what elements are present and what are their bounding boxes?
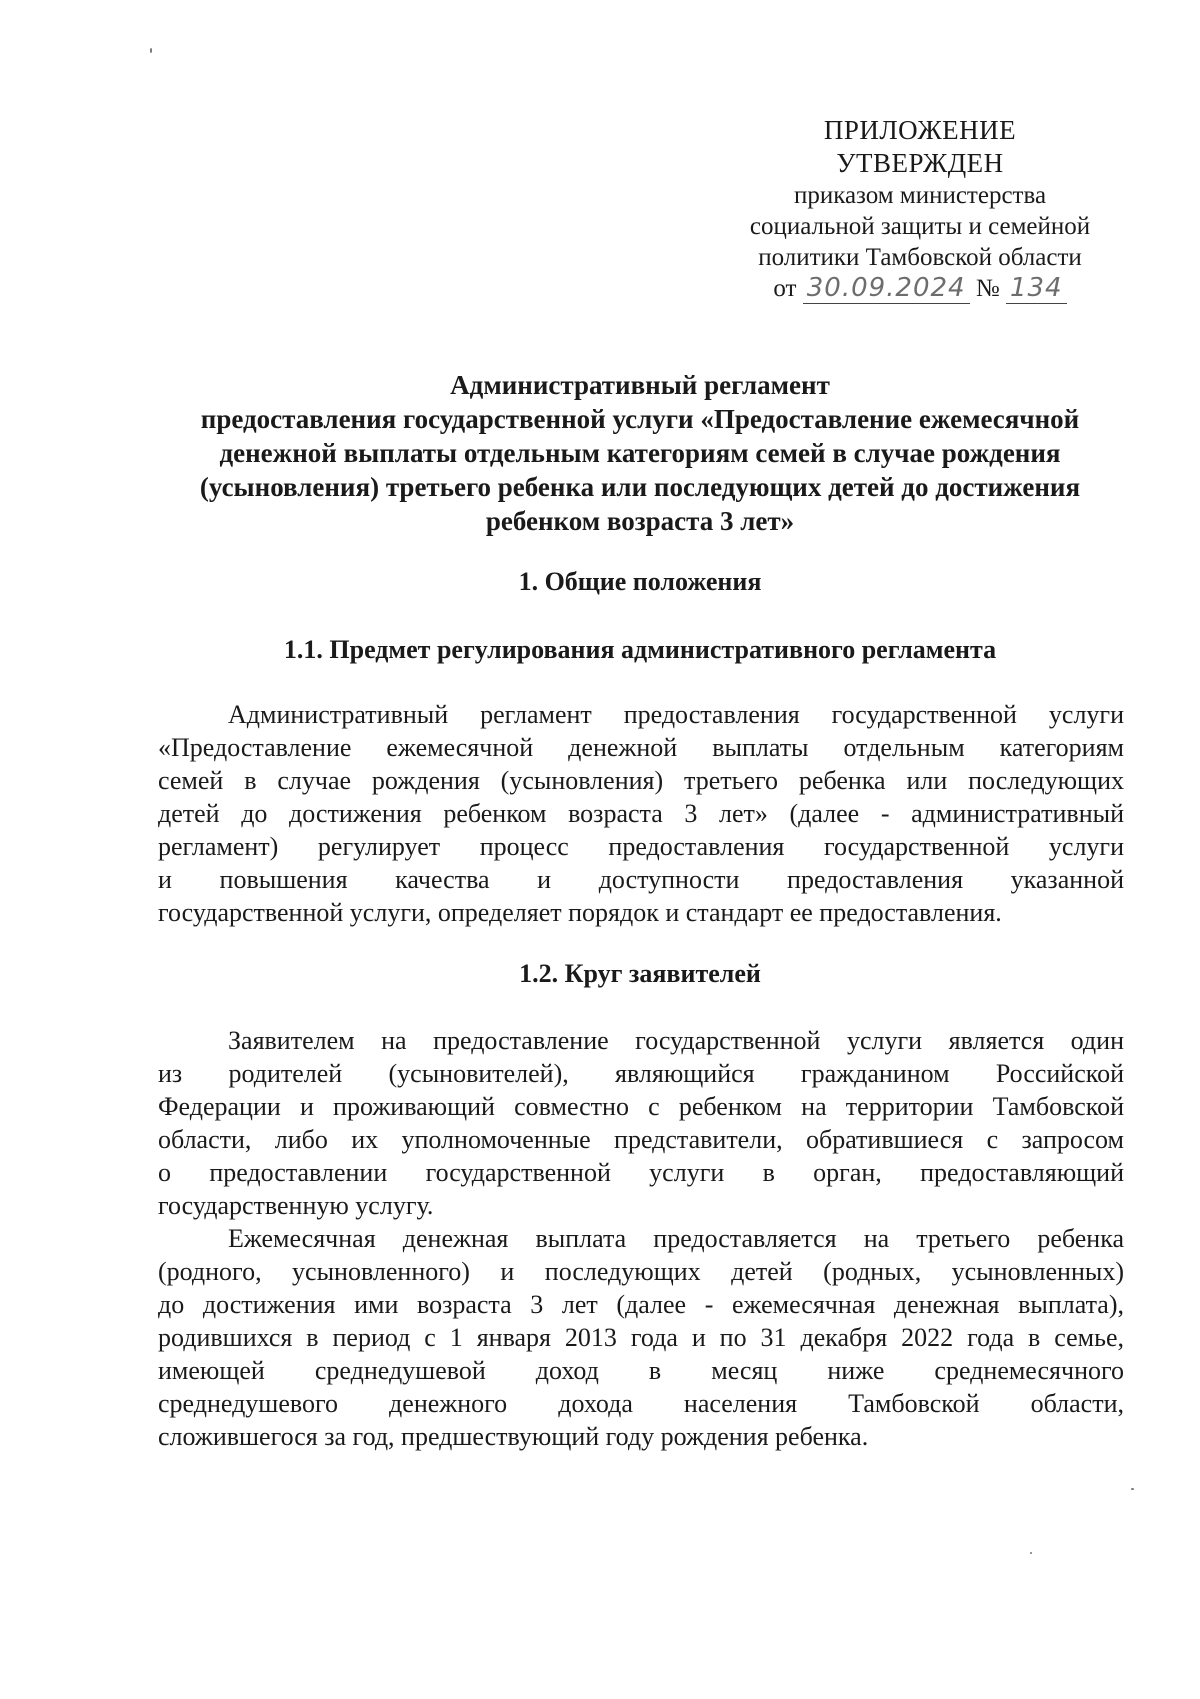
paragraph-line: государственной услуги, определяет порядок и стандарт ее предоставления. — [158, 898, 1002, 927]
handwritten-number: 134 — [1006, 273, 1067, 304]
section-heading-applicants: 1.2. Круг заявителей — [519, 959, 761, 988]
title-line-3: денежной выплаты отдельным категориям семей в случае рождения — [219, 438, 1061, 468]
section-heading-general: 1. Общие положения — [518, 567, 762, 596]
title-line-5: ребенком возраста 3 лет» — [485, 506, 795, 536]
paragraph-line: сложившегося за год, предшествующий году рождения ребенка. — [158, 1422, 869, 1451]
title-line-2: предоставления государственной услуги «Предоставление ежемесячной — [200, 404, 1080, 434]
paragraph-applicants — [158, 1024, 1124, 1222]
paragraph-line: Административный регламент предоставления государственной услуги — [228, 700, 1124, 729]
section-heading-subject: 1.1. Предмет регулирования административного регламента — [283, 635, 997, 664]
paragraph-line: имеющей среднедушевой доход в месяц ниже среднемесячного — [158, 1356, 1124, 1385]
paragraph-line: регламент) регулирует процесс предоставления государственной услуги — [158, 832, 1124, 861]
approval-date-line — [720, 273, 1120, 304]
title-line-4: (усыновления) третьего ребенка или последующих детей до достижения — [199, 472, 1081, 502]
paragraph-line: родившихся в период с 1 января 2013 года и по 31 декабря 2022 года в семье, — [158, 1323, 1124, 1352]
title-line-1: Административный регламент — [450, 370, 830, 400]
paragraph-line: государственную услугу. — [158, 1191, 434, 1220]
paragraph-line: из родителей (усыновителей), являющийся гражданином Российской — [158, 1059, 1124, 1088]
paragraph-line: (родного, усыновленного) и последующих детей (родных, усыновленных) — [158, 1257, 1124, 1286]
paragraph-line: Ежемесячная денежная выплата предоставляется на третьего ребенка — [228, 1224, 1124, 1253]
approval-line-1: приказом министерства — [793, 182, 1047, 209]
paragraph-line: Заявителем на предоставление государственной услуги является один — [228, 1026, 1124, 1055]
approval-line-3: политики Тамбовской области — [758, 244, 1082, 271]
paragraph-line: семей в случае рождения (усыновления) третьего ребенка или последующих — [158, 766, 1124, 795]
paragraph-line: до достижения ими возраста 3 лет (далее - ежемесячная денежная выплата), — [158, 1290, 1124, 1319]
paragraph-line: «Предоставление ежемесячной денежной выплаты отдельным категориям — [158, 733, 1124, 762]
paragraph-line: детей до достижения ребенком возраста 3 лет» (далее - административный — [158, 799, 1124, 828]
paragraph-line: области, либо их уполномоченные представители, обратившиеся с запросом — [158, 1125, 1124, 1154]
approval-line-2: социальной защиты и семейной — [749, 213, 1091, 240]
appendix-label: ПРИЛОЖЕНИЕ — [823, 115, 1017, 145]
paragraph-line: среднедушевого денежного дохода населения Тамбовской области, — [158, 1389, 1124, 1418]
paragraph-line: о предоставлении государственной услуги в орган, предоставляющий — [158, 1158, 1124, 1187]
scan-speck — [1030, 1552, 1032, 1554]
approved-label: УТВЕРЖДЕН — [836, 148, 1004, 178]
number-label: № — [975, 275, 1000, 302]
scan-speck — [150, 48, 152, 53]
paragraph-subject — [158, 698, 1124, 929]
scan-speck — [1131, 1488, 1134, 1490]
document-title — [150, 368, 1130, 538]
from-label: от — [773, 275, 797, 302]
approval-block — [720, 114, 1120, 304]
paragraph-line: и повышения качества и доступности предоставления указанной — [158, 865, 1124, 894]
handwritten-date: 30.09.2024 — [803, 273, 970, 304]
paragraph-line: Федерации и проживающий совместно с ребенком на территории Тамбовской — [158, 1092, 1124, 1121]
paragraph-monthly-payment — [158, 1222, 1124, 1453]
